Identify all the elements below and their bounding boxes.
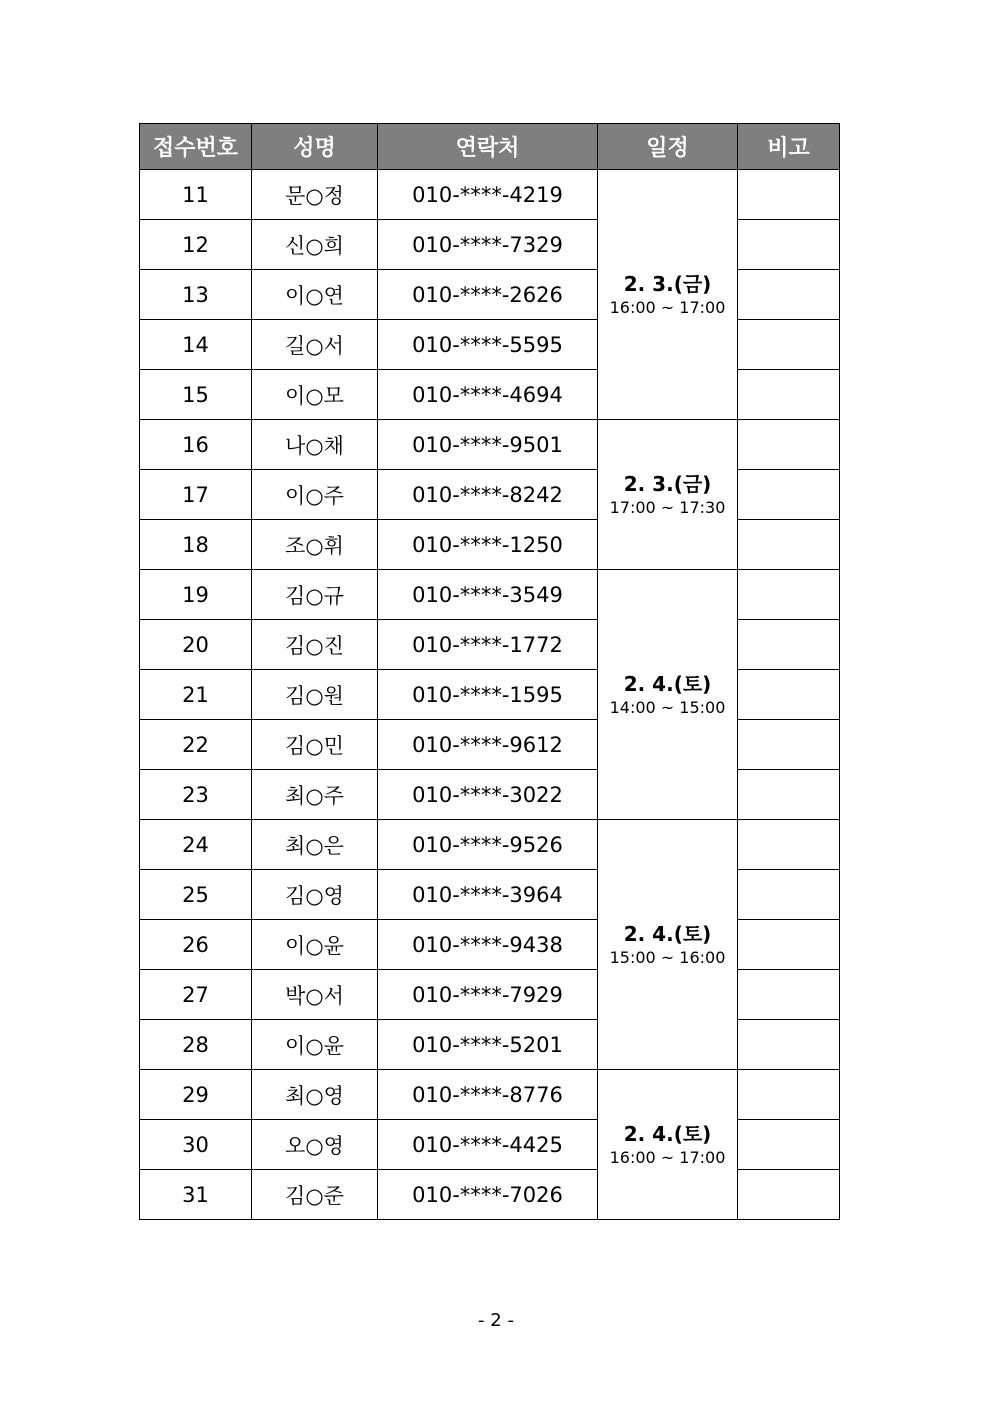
remarks-cell [738, 570, 840, 620]
receipt-number-cell: 12 [140, 220, 252, 270]
name-cell: 최○주 [252, 770, 378, 820]
contact-cell: 010-****-7026 [378, 1170, 598, 1220]
receipt-number-cell: 21 [140, 670, 252, 720]
table-row [140, 420, 840, 470]
schedule-date: 2. 3.(금) [623, 471, 712, 496]
schedule-time: 17:00 ~ 17:30 [609, 497, 726, 517]
receipt-number-cell: 28 [140, 1020, 252, 1070]
name-cell: 김○준 [252, 1170, 378, 1220]
receipt-number-cell: 19 [140, 570, 252, 620]
schedule-cell [598, 570, 738, 820]
contact-cell: 010-****-5595 [378, 320, 598, 370]
remarks-cell [738, 870, 840, 920]
contact-cell: 010-****-7929 [378, 970, 598, 1020]
contact-cell: 010-****-1772 [378, 620, 598, 670]
receipt-number-cell: 23 [140, 770, 252, 820]
name-cell: 김○규 [252, 570, 378, 620]
schedule-time: 14:00 ~ 15:00 [609, 697, 726, 717]
receipt-number-cell: 18 [140, 520, 252, 570]
receipt-number-cell: 30 [140, 1120, 252, 1170]
contact-cell: 010-****-2626 [378, 270, 598, 320]
receipt-number-cell: 29 [140, 1070, 252, 1120]
remarks-cell [738, 970, 840, 1020]
table-row [140, 570, 840, 620]
contact-cell: 010-****-3022 [378, 770, 598, 820]
applicant-table [139, 123, 840, 1220]
receipt-number-cell: 20 [140, 620, 252, 670]
name-cell: 김○원 [252, 670, 378, 720]
remarks-cell [738, 1070, 840, 1120]
name-cell: 오○영 [252, 1120, 378, 1170]
contact-cell: 010-****-8776 [378, 1070, 598, 1120]
name-cell: 최○은 [252, 820, 378, 870]
name-cell: 김○영 [252, 870, 378, 920]
remarks-cell [738, 370, 840, 420]
schedule-date: 2. 4.(토) [623, 671, 712, 696]
remarks-cell [738, 1170, 840, 1220]
remarks-cell [738, 220, 840, 270]
remarks-cell [738, 470, 840, 520]
contact-cell: 010-****-9438 [378, 920, 598, 970]
contact-cell: 010-****-5201 [378, 1020, 598, 1070]
receipt-number-cell: 17 [140, 470, 252, 520]
name-cell: 최○영 [252, 1070, 378, 1120]
name-cell: 문○정 [252, 170, 378, 220]
name-cell: 이○윤 [252, 920, 378, 970]
receipt-number-cell: 14 [140, 320, 252, 370]
name-cell: 김○민 [252, 720, 378, 770]
receipt-number-cell: 25 [140, 870, 252, 920]
receipt-number-cell: 16 [140, 420, 252, 470]
name-cell: 조○휘 [252, 520, 378, 570]
schedule-cell [598, 820, 738, 1070]
contact-cell: 010-****-4694 [378, 370, 598, 420]
contact-cell: 010-****-1595 [378, 670, 598, 720]
receipt-number-cell: 31 [140, 1170, 252, 1220]
schedule-date: 2. 3.(금) [623, 271, 712, 296]
remarks-cell [738, 320, 840, 370]
remarks-cell [738, 670, 840, 720]
name-cell: 박○서 [252, 970, 378, 1020]
table-row [140, 820, 840, 870]
table-header-row [140, 124, 840, 170]
contact-cell: 010-****-9501 [378, 420, 598, 470]
receipt-number-cell: 24 [140, 820, 252, 870]
receipt-number-cell: 11 [140, 170, 252, 220]
schedule-cell [598, 1070, 738, 1220]
contact-cell: 010-****-1250 [378, 520, 598, 570]
contact-cell: 010-****-4425 [378, 1120, 598, 1170]
receipt-number-cell: 15 [140, 370, 252, 420]
schedule-time: 15:00 ~ 16:00 [609, 947, 726, 967]
receipt-number-cell: 22 [140, 720, 252, 770]
name-cell: 이○윤 [252, 1020, 378, 1070]
receipt-number-cell: 13 [140, 270, 252, 320]
contact-cell: 010-****-7329 [378, 220, 598, 270]
remarks-cell [738, 770, 840, 820]
remarks-cell [738, 1020, 840, 1070]
name-cell: 이○주 [252, 470, 378, 520]
name-cell: 김○진 [252, 620, 378, 670]
schedule-date: 2. 4.(토) [623, 921, 712, 946]
remarks-cell [738, 720, 840, 770]
contact-cell: 010-****-4219 [378, 170, 598, 220]
table-body [140, 170, 840, 1220]
schedule-date: 2. 4.(토) [623, 1121, 712, 1146]
header-schedule: 일정 [598, 124, 738, 170]
receipt-number-cell: 26 [140, 920, 252, 970]
schedule-time: 16:00 ~ 17:00 [609, 297, 726, 317]
contact-cell: 010-****-9612 [378, 720, 598, 770]
name-cell: 나○채 [252, 420, 378, 470]
table-row [140, 170, 840, 220]
remarks-cell [738, 420, 840, 470]
remarks-cell [738, 170, 840, 220]
name-cell: 신○희 [252, 220, 378, 270]
receipt-number-cell: 27 [140, 970, 252, 1020]
contact-cell: 010-****-8242 [378, 470, 598, 520]
header-contact: 연락처 [378, 124, 598, 170]
schedule-cell [598, 420, 738, 570]
remarks-cell [738, 1120, 840, 1170]
schedule-cell [598, 170, 738, 420]
remarks-cell [738, 620, 840, 670]
header-name: 성명 [252, 124, 378, 170]
contact-cell: 010-****-3964 [378, 870, 598, 920]
contact-cell: 010-****-9526 [378, 820, 598, 870]
header-receipt-number: 접수번호 [140, 124, 252, 170]
name-cell: 이○연 [252, 270, 378, 320]
schedule-time: 16:00 ~ 17:00 [609, 1147, 726, 1167]
remarks-cell [738, 270, 840, 320]
header-remarks: 비고 [738, 124, 840, 170]
remarks-cell [738, 520, 840, 570]
remarks-cell [738, 820, 840, 870]
table-row [140, 1070, 840, 1120]
remarks-cell [738, 920, 840, 970]
name-cell: 이○모 [252, 370, 378, 420]
name-cell: 길○서 [252, 320, 378, 370]
page-number: - 2 - [478, 1310, 514, 1331]
contact-cell: 010-****-3549 [378, 570, 598, 620]
